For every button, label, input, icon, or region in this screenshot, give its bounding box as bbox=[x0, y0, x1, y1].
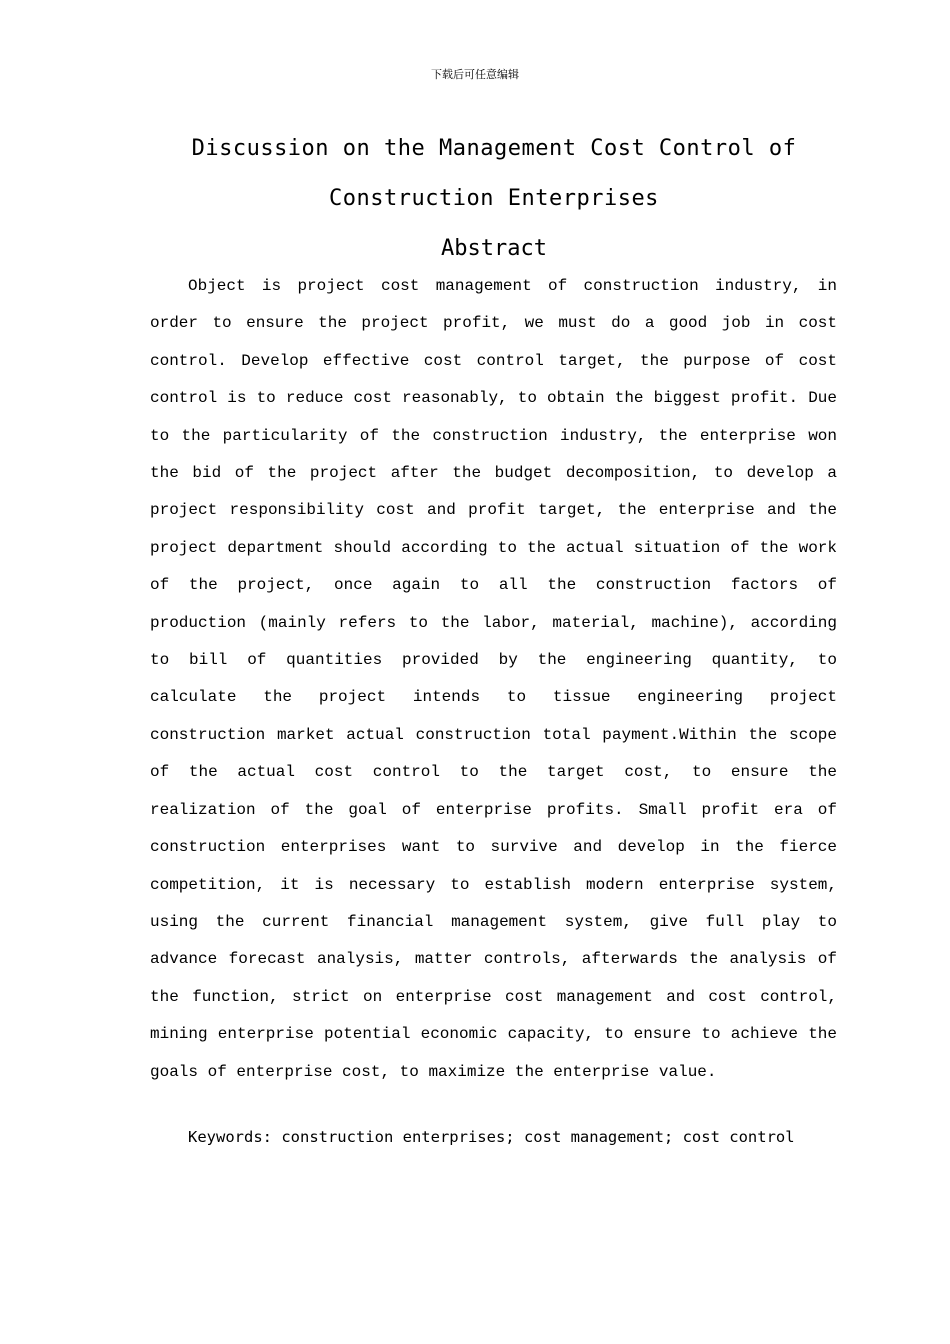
document-title-line-1: Discussion on the Management Cost Control of bbox=[191, 136, 797, 161]
document-title-line-2: Construction Enterprises bbox=[329, 186, 659, 211]
abstract-body: Object is project cost management of construction industry, in order to ensure the project profit, we must do a good job in cost control. Develop effective cost control target, the purpose of cost control is to reduce cost reasonably, to obtain the biggest profit. Due to the particularity of the construction industry, the enterprise won the bid of the project after the budget decomposition, to develop a project responsibility cost and profit target, the enterprise and the project department should according to the actual situation of the work of the project, once again to all the construction factors of production (mainly refers to the labor, material, machine), according to bill of quantities provided by the engineering quantity, to calculate the project intends to tissue engineering project construction market actual construction total payment.Within the scope of the actual cost control to the target cost, to ensure the realization of the goal of enterprise profits. Small profit era of construction enterprises want to survive and develop in the fierce competition, it is necessary to establish modern enterprise system, using the current financial management system, give full play to advance forecast analysis, matter controls, afterwards the analysis of the function, strict on enterprise cost management and cost control, mining enterprise potential economic capacity, to ensure to achieve the goals of enterprise cost, to maximize the enterprise value. bbox=[150, 277, 837, 1081]
abstract-heading: Abstract bbox=[441, 236, 547, 261]
keywords-line: Keywords: construction enterprises; cost management; cost control bbox=[188, 1128, 795, 1146]
header-note: 下载后可任意编辑 bbox=[431, 68, 519, 81]
